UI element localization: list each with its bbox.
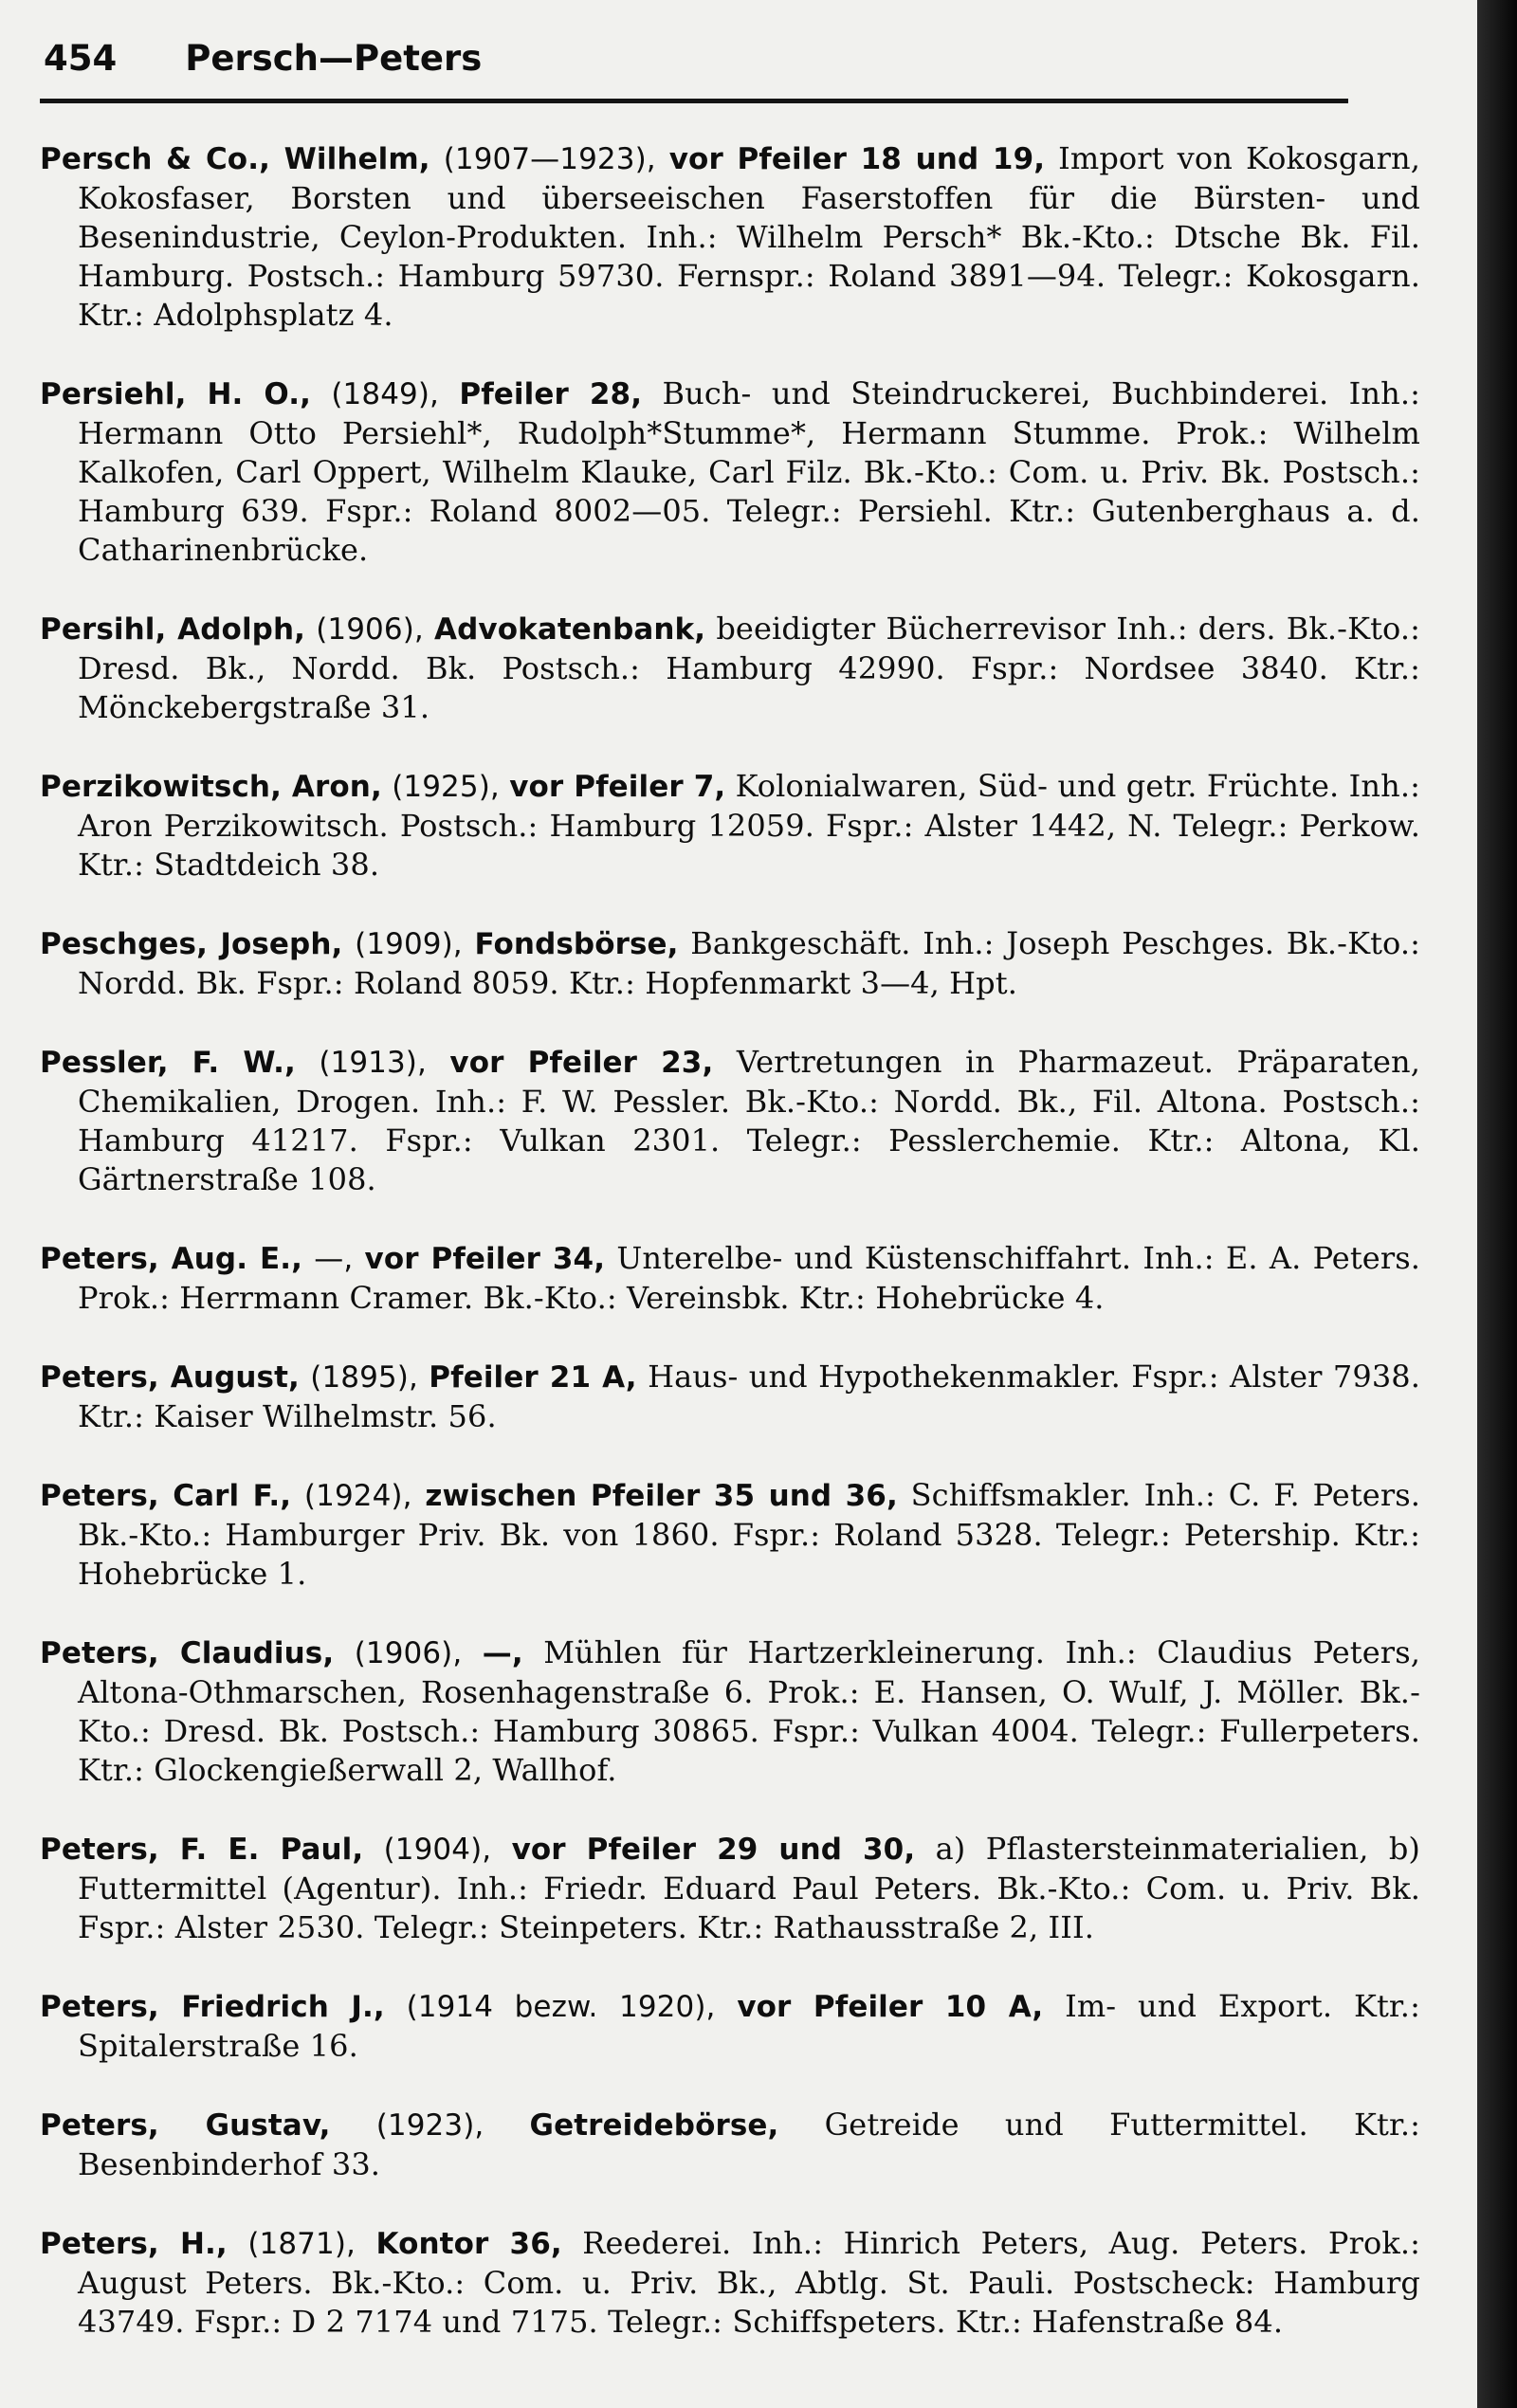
entry-list	[40, 139, 1420, 2342]
entry-name: Peters, Claudius,	[40, 1636, 335, 1670]
entry-years: (1904),	[383, 1833, 492, 1867]
entry-location: Kontor 36,	[375, 2227, 562, 2261]
entry-name: Peters, Friedrich J.,	[40, 1990, 385, 2024]
entry-location: vor Pfeiler 23,	[449, 1046, 714, 1080]
entry-years: (1907—1923),	[443, 142, 656, 176]
entry-details: Schiffsmakler. Inh.: C. F. Peters. Bk.-Kto.: Hamburger Priv. Bk. von 1860. Fspr.: Roland 5328. Telegr.: Petership. Ktr.: Hohebrücke 1.	[78, 1477, 1421, 1592]
entry-details: Import von Kokosgarn, Kokosfaser, Borsten und überseeischen Faserstoffen für die Bürsten- und Besenindustrie, Ceylon-Produkten. Inh.: Wilhelm Persch* Bk.-Kto.: Dtsche Bk. Fil. Hamburg. Postsch.: Hamburg 59730. Fernspr.: Roland 3891—94. Telegr.: Kokosgarn. Ktr.: Adolphsplatz 4.	[78, 140, 1420, 333]
entry-details: Im- und Export. Ktr.: Spitalerstraße 16.	[78, 1988, 1420, 2064]
directory-entry	[40, 374, 1420, 570]
directory-entry	[40, 2106, 1420, 2184]
entry-location: Pfeiler 21 A,	[429, 1360, 637, 1395]
entry-location: Fondsbörse,	[474, 927, 679, 961]
entry-years: (1906),	[354, 1636, 463, 1670]
entry-years: (1924),	[303, 1479, 412, 1513]
directory-entry	[40, 924, 1420, 1003]
entry-years: (1925),	[392, 770, 500, 804]
directory-entry	[40, 1358, 1420, 1436]
directory-entry	[40, 1633, 1420, 1790]
entry-details: Vertretungen in Pharmazeut. Präparaten, Chemikalien, Drogen. Inh.: F. W. Pessler. Bk.-Kto.: Nordd. Bk., Fil. Altona. Postsch.: Hamburg 41217. Fspr.: Vulkan 2301. Telegr.: Pesslerchemie. Ktr.: Altona, Kl. Gärtnerstraße 108.	[78, 1044, 1420, 1197]
directory-entry	[40, 1239, 1420, 1318]
entry-name: Persihl, Adolph,	[40, 612, 306, 647]
entry-name: Peters, F. E. Paul,	[40, 1833, 364, 1867]
entry-name: Peters, Gustav,	[40, 2108, 331, 2143]
entry-name: Peters, August,	[40, 1360, 300, 1395]
entry-details: a) Pflastersteinmaterialien, b) Futtermittel (Agentur). Inh.: Friedr. Eduard Paul Peters. Bk.-Kto.: Com. u. Priv. Bk. Fspr.: Alster 2530. Telegr.: Steinpeters. Ktr.: Rathausstraße 2, III.	[78, 1831, 1420, 1945]
entry-location: vor Pfeiler 34,	[364, 1242, 606, 1276]
entry-years: (1909),	[355, 927, 463, 961]
entry-location: vor Pfeiler 29 und 30,	[511, 1833, 916, 1867]
entry-name: Perzikowitsch, Aron,	[40, 770, 382, 804]
entry-details: beeidigter Bücherrevisor Inh.: ders. Bk.-Kto.: Dresd. Bk., Nordd. Bk. Postsch.: Hamburg 42990. Fspr.: Nordsee 3840. Ktr.: Mönckebergstraße 31.	[78, 611, 1420, 725]
entry-details: Haus- und Hypothekenmakler. Fspr.: Alster 7938. Ktr.: Kaiser Wilhelmstr. 56.	[78, 1359, 1421, 1434]
entry-name: Pessler, F. W.,	[40, 1046, 296, 1080]
entry-details: Reederei. Inh.: Hinrich Peters, Aug. Peters. Prok.: August Peters. Bk.-Kto.: Com. u. Priv. Bk., Abtlg. St. Pauli. Postscheck: Hamburg 43749. Fspr.: D 2 7174 und 7175. Telegr.: Schiffspeters. Ktr.: Hafenstraße 84.	[78, 2225, 1420, 2340]
directory-entry	[40, 2224, 1420, 2342]
entry-name: Peters, H.,	[40, 2227, 228, 2261]
entry-years: (1913),	[319, 1046, 427, 1080]
entry-years: (1906),	[316, 612, 424, 647]
entry-location: Advokatenbank,	[434, 612, 706, 647]
entry-years: (1871),	[247, 2227, 356, 2261]
entry-location: —,	[482, 1636, 523, 1670]
entry-location: Getreidebörse,	[529, 2108, 779, 2143]
entry-location: zwischen Pfeiler 35 und 36,	[425, 1479, 898, 1513]
directory-entry	[40, 1476, 1420, 1594]
page-number: 454	[44, 38, 118, 79]
entry-years: (1849),	[331, 377, 439, 411]
entry-location: vor Pfeiler 18 und 19,	[668, 142, 1046, 176]
entry-years: —,	[314, 1242, 354, 1276]
entry-details: Mühlen für Hartzerkleinerung. Inh.: Claudius Peters, Altona-Othmarschen, Rosenhagenstraße 6. Prok.: E. Hansen, O. Wulf, J. Möller. Bk.-Kto.: Dresd. Bk. Postsch.: Hamburg 30865. Fspr.: Vulkan 4004. Telegr.: Fullerpeters. Ktr.: Glockengießerwall 2, Wallhof.	[78, 1634, 1420, 1788]
directory-entry	[40, 767, 1420, 885]
entry-details: Getreide und Futtermittel. Ktr.: Besenbinderhof 33.	[78, 2107, 1420, 2182]
directory-entry	[40, 1987, 1420, 2066]
entry-location: Pfeiler 28,	[459, 377, 643, 411]
entry-name: Peschges, Joseph,	[40, 927, 343, 961]
book-binding-edge	[1477, 0, 1517, 2408]
entry-name: Peters, Carl F.,	[40, 1479, 292, 1513]
entry-name: Persiehl, H. O.,	[40, 377, 311, 411]
entry-location: vor Pfeiler 10 A,	[737, 1990, 1044, 2024]
running-title: Persch—Peters	[185, 38, 483, 79]
page-header	[40, 38, 1420, 91]
entry-name: Peters, Aug. E.,	[40, 1242, 302, 1276]
entry-details: Unterelbe- und Küstenschiffahrt. Inh.: E. A. Peters. Prok.: Herrmann Cramer. Bk.-Kto.: Vereinsbk. Ktr.: Hohebrücke 4.	[78, 1240, 1421, 1316]
entry-name: Persch & Co., Wilhelm,	[40, 142, 430, 176]
entry-details: Kolonialwaren, Süd- und getr. Früchte. Inh.: Aron Perzikowitsch. Postsch.: Hamburg 12059. Fspr.: Alster 1442, N. Telegr.: Perkow. Ktr.: Stadtdeich 38.	[78, 768, 1420, 883]
entry-details: Bankgeschäft. Inh.: Joseph Peschges. Bk.-Kto.: Nordd. Bk. Fspr.: Roland 8059. Ktr.: Hopfenmarkt 3—4, Hpt.	[78, 925, 1420, 1001]
entry-years: (1895),	[310, 1360, 418, 1395]
directory-entry	[40, 1043, 1420, 1199]
directory-entry	[40, 1830, 1420, 1947]
header-rule	[40, 99, 1348, 103]
directory-entry	[40, 139, 1420, 335]
entry-years: (1923),	[375, 2108, 484, 2143]
directory-entry	[40, 610, 1420, 727]
entry-years: (1914 bezw. 1920),	[406, 1990, 716, 2024]
entry-location: vor Pfeiler 7,	[509, 770, 726, 804]
entry-details: Buch- und Steindruckerei, Buchbinderei. Inh.: Hermann Otto Persiehl*, Rudolph*Stumme*, Hermann Stumme. Prok.: Wilhelm Kalkofen, Carl Oppert, Wilhelm Klauke, Carl Filz. Bk.-Kto.: Com. u. Priv. Bk. Postsch.: Hamburg 639. Fspr.: Roland 8002—05. Telegr.: Persiehl. Ktr.: Gutenberghaus a. d. Catharinenbrücke.	[78, 375, 1420, 568]
